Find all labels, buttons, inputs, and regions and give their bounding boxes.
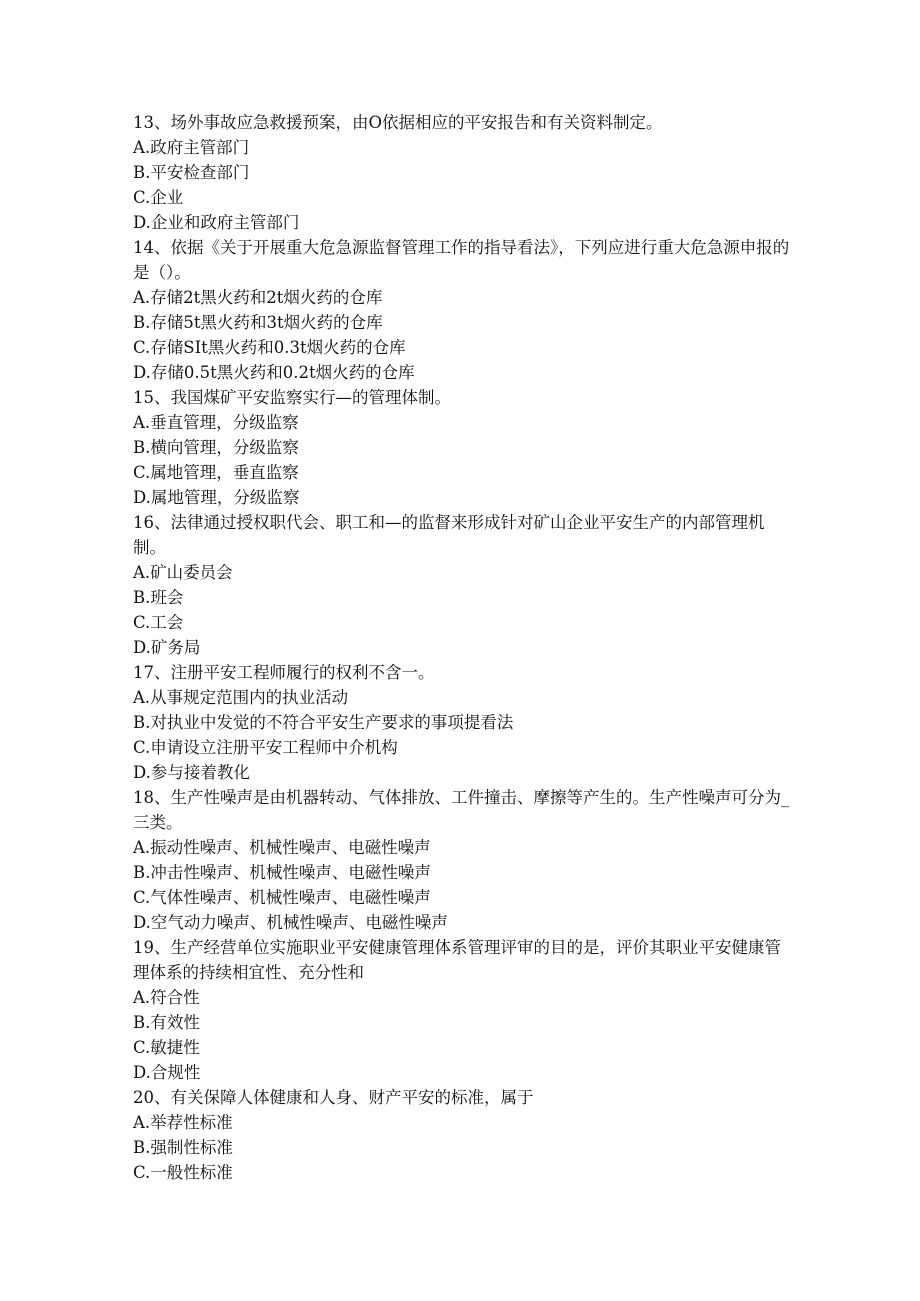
option-c: C.工会 xyxy=(133,613,184,632)
option-c: C.申请设立注册平安工程师中介机构 xyxy=(133,738,398,757)
option-c: C.敏捷性 xyxy=(133,1038,200,1057)
option-a: A.垂直管理，分级监察 xyxy=(133,413,299,432)
option-b: B.存储5t黑火药和3t烟火药的仓库 xyxy=(133,313,383,332)
option-b: B.冲击性噪声、机械性噪声、电磁性噪声 xyxy=(133,863,431,882)
question-stem: 14、依据《关于开展重大危急源监督管理工作的指导看法》，下列应进行重大危急源申报的是（）。 xyxy=(133,238,790,282)
option-a: A.举荐性标准 xyxy=(133,1113,233,1132)
option-c: C.存储SIt黑火药和0.3t烟火药的仓库 xyxy=(133,338,406,357)
option-c: C.一般性标准 xyxy=(133,1163,233,1182)
option-a: A.从事规定范围内的执业活动 xyxy=(133,688,349,707)
question-13 xyxy=(133,110,793,235)
option-a: A.振动性噪声、机械性噪声、电磁性噪声 xyxy=(133,838,431,857)
question-list xyxy=(133,110,793,1185)
option-a: A.符合性 xyxy=(133,988,200,1007)
option-d: D.合规性 xyxy=(133,1063,201,1082)
question-stem: 18、生产性噪声是由机器转动、气体排放、工件撞击、摩擦等产生的。生产性噪声可分为_三类。 xyxy=(133,788,790,832)
option-d: D.属地管理，分级监察 xyxy=(133,488,300,507)
question-stem: 17、注册平安工程师履行的权利不含一。 xyxy=(133,663,435,682)
option-a: A.存储2t黑火药和2t烟火药的仓库 xyxy=(133,288,383,307)
question-stem: 19、生产经营单位实施职业平安健康管理体系管理评审的目的是，评价其职业平安健康管理体系的持续相宜性、充分性和 xyxy=(133,938,781,982)
option-b: B.对执业中发觉的不符合平安生产要求的事项提看法 xyxy=(133,713,514,732)
option-d: D.存储0.5t黑火药和0.2t烟火药的仓库 xyxy=(133,363,415,382)
option-c: C.企业 xyxy=(133,188,184,207)
option-d: D.矿务局 xyxy=(133,638,201,657)
option-d: D.企业和政府主管部门 xyxy=(133,213,300,232)
option-b: B.平安检查部门 xyxy=(133,163,250,182)
option-d: D.参与接着教化 xyxy=(133,763,250,782)
question-16 xyxy=(133,510,793,660)
question-17 xyxy=(133,660,793,785)
question-stem: 15、我国煤矿平安监察实行—的管理体制。 xyxy=(133,388,451,407)
question-stem: 20、有关保障人体健康和人身、财产平安的标准，属于 xyxy=(133,1088,534,1107)
option-b: B.横向管理，分级监察 xyxy=(133,438,299,457)
option-a: A.矿山委员会 xyxy=(133,563,233,582)
question-15 xyxy=(133,385,793,510)
question-19 xyxy=(133,935,793,1085)
option-b: B.强制性标准 xyxy=(133,1138,233,1157)
option-c: C.气体性噪声、机械性噪声、电磁性噪声 xyxy=(133,888,431,907)
question-18 xyxy=(133,785,793,935)
question-14 xyxy=(133,235,793,385)
option-a: A.政府主管部门 xyxy=(133,138,250,157)
option-b: B.班会 xyxy=(133,588,184,607)
question-20 xyxy=(133,1085,793,1185)
option-b: B.有效性 xyxy=(133,1013,200,1032)
question-stem: 16、法律通过授权职代会、职工和—的监督来形成针对矿山企业平安生产的内部管理机制。 xyxy=(133,513,765,557)
option-d: D.空气动力噪声、机械性噪声、电磁性噪声 xyxy=(133,913,448,932)
option-c: C.属地管理，垂直监察 xyxy=(133,463,299,482)
question-stem: 13、场外事故应急救援预案，由O依据相应的平安报告和有关资料制定。 xyxy=(133,113,663,132)
